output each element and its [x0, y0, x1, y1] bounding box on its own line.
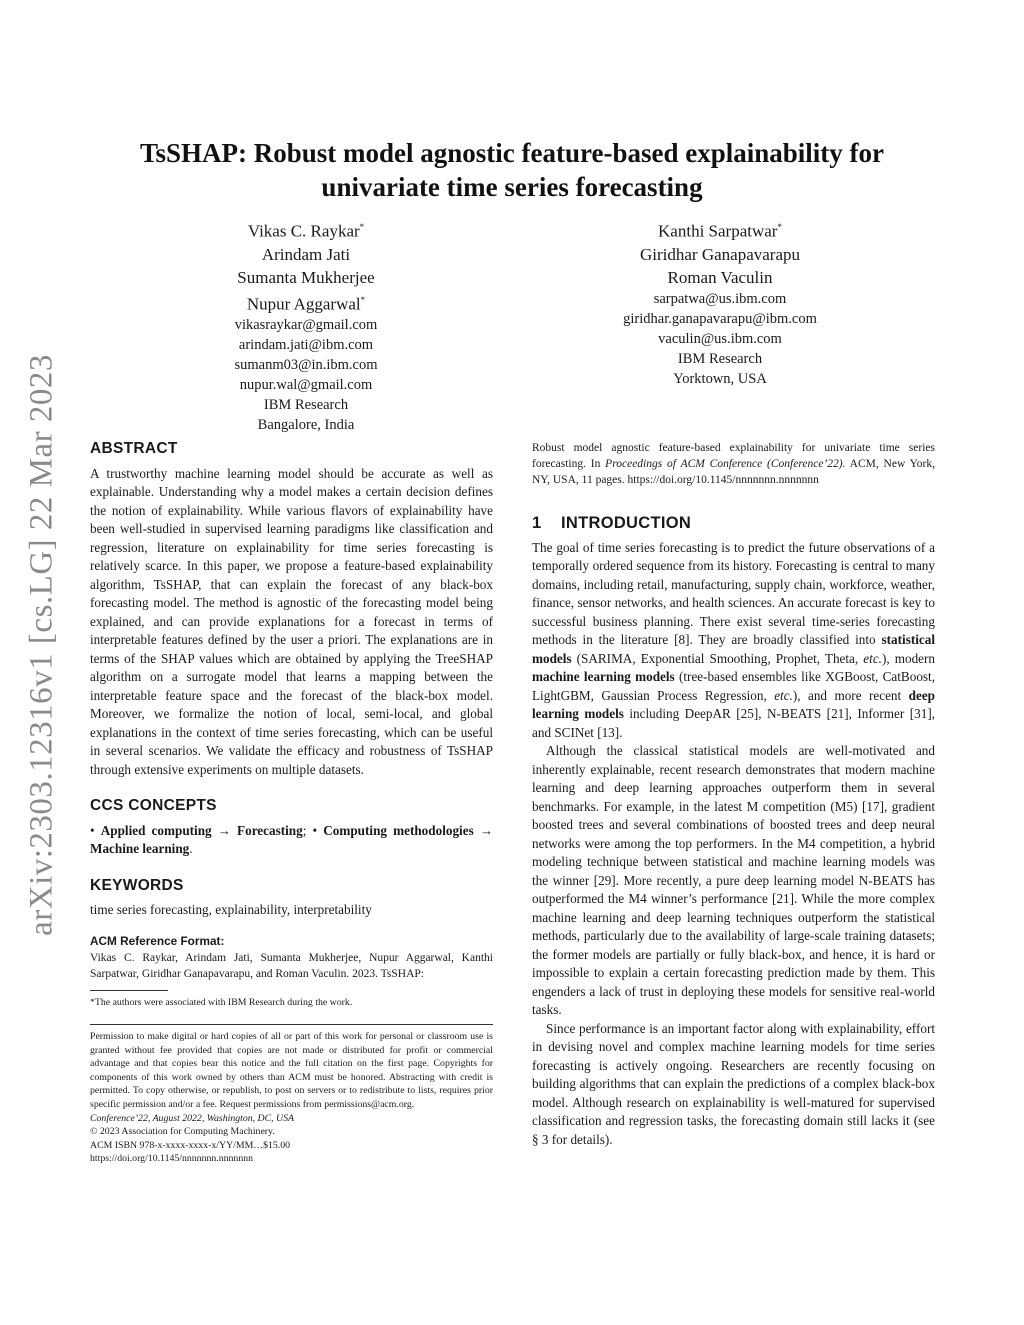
location: Yorktown, USA [673, 370, 767, 387]
copyright-line: © 2023 Association for Computing Machinery. [90, 1126, 275, 1138]
author-email: giridhar.ganapavarapu@ibm.com [623, 310, 817, 327]
intro-etc: etc. [863, 650, 882, 666]
title-line-2: univariate time series forecasting [321, 172, 703, 202]
isbn-line: ACM ISBN 978-x-xxxx-xxxx-x/YY/MM…$15.00 [90, 1139, 291, 1151]
intro-paragraph-3: Since performance is an important factor along with explainability, effort in devising novel and complex machine learning models for time series forecasting is actively ongoing. Researchers are recently focusing on building algorithms that can explain the predictions of a complex black-box model. Although research on explainability is well-matured for supervised classification and regression tasks, the forecasting domain still lacks it (see § 3 for details). [532, 1020, 935, 1147]
ref-venue: Proceedings of ACM Conference (Conference’22). [605, 458, 846, 470]
author-name: Vikas C. Raykar [247, 221, 360, 241]
permission-divider [90, 1024, 493, 1025]
ccs-arrow: → [479, 822, 493, 838]
introduction-heading: 1 INTRODUCTION [532, 514, 692, 532]
ccs-bullet: • [312, 822, 318, 838]
ref-text: ACM, New York, NY, USA, 11 pages. https://doi.org/10.1145/nnnnnnn.nnnnnnn [532, 458, 935, 486]
ccs-heading: CCS CONCEPTS [90, 797, 217, 814]
permission-text: Permission to make digital or hard copies of all or part of this work for personal or classroom use is granted without fee provided that copies are not made or distributed for profit or commercial advantage and that copies bear this notice and the full citation on the first page. Copyrights for components of this work owned by others than ACM must be honored. Abstracting with credit is permitted. To copy otherwise, or republish, to post on servers or to redistribute to lists, requires prior specific permission and/or a fee. Request permissions from permissions@acm.org. [90, 1031, 493, 1110]
intro-text: (SARIMA, Exponential Smoothing, Prophet, Theta, [576, 650, 859, 666]
author-email: sarpatwa@us.ibm.com [653, 290, 787, 307]
footnote-divider [90, 990, 168, 991]
author-name: Kanthi Sarpatwar [658, 221, 778, 241]
author-email: nupur.wal@gmail.com [239, 377, 373, 394]
paper-title [60, 136, 964, 204]
intro-paragraph-2: Although the classical statistical models are well-motivated and inherently explainable, recent research demonstrates that modern machine learning and deep learning approaches outperform them in several benchmarks. For example, in the latest M competition (M5) [17], gradient boosted trees and several combinations of boosted trees and deep neural networks were among the top performers. In the M4 competition, a hybrid modeling technique between statistical and machine learning models was the winner [29]. More recently, a pure deep learning model N-BEATS has outperformed the M4 winner’s performance [21]. While the more complex machine learning and deep learning techniques outperform the statistical methods, particularly due to the availability of large-scale training datasets; the former models are partially or fully black-box, and hence, it is hard or impossible to explain a certain forecasting prediction made by them. This engenders a lack of trust in deploying these models for sensitive real-world tasks. [532, 743, 935, 1017]
author-email: sumanm03@in.ibm.com [234, 357, 378, 374]
affiliation: IBM Research [263, 397, 349, 414]
author-email: vikasraykar@gmail.com [234, 317, 378, 334]
intro-text: ), and more recent [792, 687, 902, 703]
keywords-text: time series forecasting, explainability, interpretability [90, 902, 372, 917]
keywords-heading: KEYWORDS [90, 876, 184, 894]
ref-text: Robust model agnostic feature-based explainability for univariate time series forecasting. In [532, 442, 935, 470]
ccs-arrow: → [217, 822, 231, 838]
intro-text: (tree-based ensembles like XGBoost, CatBoost, LightGBM, Gaussian Process Regression, [532, 669, 936, 703]
intro-term: machine learning models [532, 669, 675, 684]
doi-line: https://doi.org/10.1145/nnnnnnn.nnnnnnn [90, 1153, 254, 1165]
abstract-text: A trustworthy machine learning model should be accurate as well as explainable. Understanding why a model makes a certain decision defines the notion of explainability. While various flavors of explainability have been well-studied in supervised learning paradigms like classification and regression, literature on explainability for time series forecasting is relatively scarce. In this paper, we propose a feature-based explainability algorithm, TsSHAP, that can explain the forecast of any black-box forecasting model. The method is agnostic of the forecasting model being explained, and can provide explanations for a forecast in terms of interpretable features defined by the user a priori. The explanations are in terms of the SHAP values which are obtained by applying the TreeSHAP algorithm on a surrogate model that learns a mapping between the interpretable feature space and the forecast of the black-box model. Moreover, we formalize the notion of local, semi-local, and global explanations in the context of time series forecasting, which can be useful in several scenarios. We validate the efficacy and robustness of TsSHAP through extensive experiments on multiple datasets. [90, 465, 493, 777]
author-email: arindam.jati@ibm.com [238, 337, 374, 354]
footnote-star: * [360, 294, 366, 305]
arxiv-id-text: arXiv:2303.12316v1 [cs.LG] 22 Mar 2023 [23, 354, 60, 936]
ccs-concept: Applied computing [100, 822, 212, 838]
footnote-star: * [777, 222, 782, 232]
author-email: vaculin@us.ibm.com [658, 330, 782, 347]
title-line-1: TsSHAP: Robust model agnostic feature-based explainability for [139, 138, 885, 168]
ccs-end: . [189, 841, 193, 856]
acm-reference-continued [532, 440, 935, 488]
acm-reference-heading: ACM Reference Format: [90, 933, 225, 948]
intro-paragraph-1 [532, 539, 935, 743]
author-block-right [580, 216, 860, 389]
abstract-heading: ABSTRACT [90, 440, 178, 457]
ccs-separator: ; [302, 822, 307, 838]
intro-text: including DeepAR [25], N-BEATS [21], Informer [31], and SCINet [13]. [532, 706, 936, 740]
ccs-bullet: • [90, 822, 95, 838]
left-column [90, 440, 493, 1166]
author-name: Giridhar Ganapavarapu [639, 244, 800, 264]
intro-term: deep learning models [532, 687, 936, 721]
affiliation: IBM Research [677, 350, 763, 367]
ccs-concepts [90, 822, 493, 859]
author-name: Arindam Jati [261, 244, 351, 264]
acm-reference-text: Vikas C. Raykar, Arindam Jati, Sumanta Mukherjee, Nupur Aggarwal, Kanthi Sarpatwar, Giridhar Ganapavarapu, and Roman Vaculin. 2023. TsSHAP: [90, 952, 493, 980]
intro-term: statistical models [532, 632, 935, 666]
author-name: Nupur Aggarwal [246, 294, 361, 314]
author-block-left [186, 216, 426, 435]
ccs-concept: Machine learning [90, 841, 190, 856]
intro-text: ), modern [881, 650, 936, 666]
right-column [532, 440, 935, 1149]
conference-info: Conference’22, August 2022, Washington, DC, USA [90, 1112, 295, 1124]
intro-etc: etc. [774, 687, 793, 703]
ccs-concept: Computing methodologies [323, 822, 474, 838]
author-footnote: *The authors were associated with IBM Research during the work. [90, 997, 353, 1008]
author-name: Roman Vaculin [667, 267, 773, 287]
location: Bangalore, India [257, 417, 355, 434]
arxiv-stamp [12, 350, 72, 940]
author-name: Sumanta Mukherjee [237, 267, 375, 287]
ccs-concept: Forecasting [237, 822, 303, 838]
footnote-star: * [359, 222, 365, 232]
intro-text: The goal of time series forecasting is to predict the future observations of a temporally ordered sequence from its history. Forecasting is central to many domains, including retail, manufacturing, supply chain, workforce, weather, finance, sensor networks, and health sciences. An accurate forecast is key to successful business planning. There exist several time-series forecasting methods in the literature [8]. They are broadly classified into [532, 539, 935, 647]
